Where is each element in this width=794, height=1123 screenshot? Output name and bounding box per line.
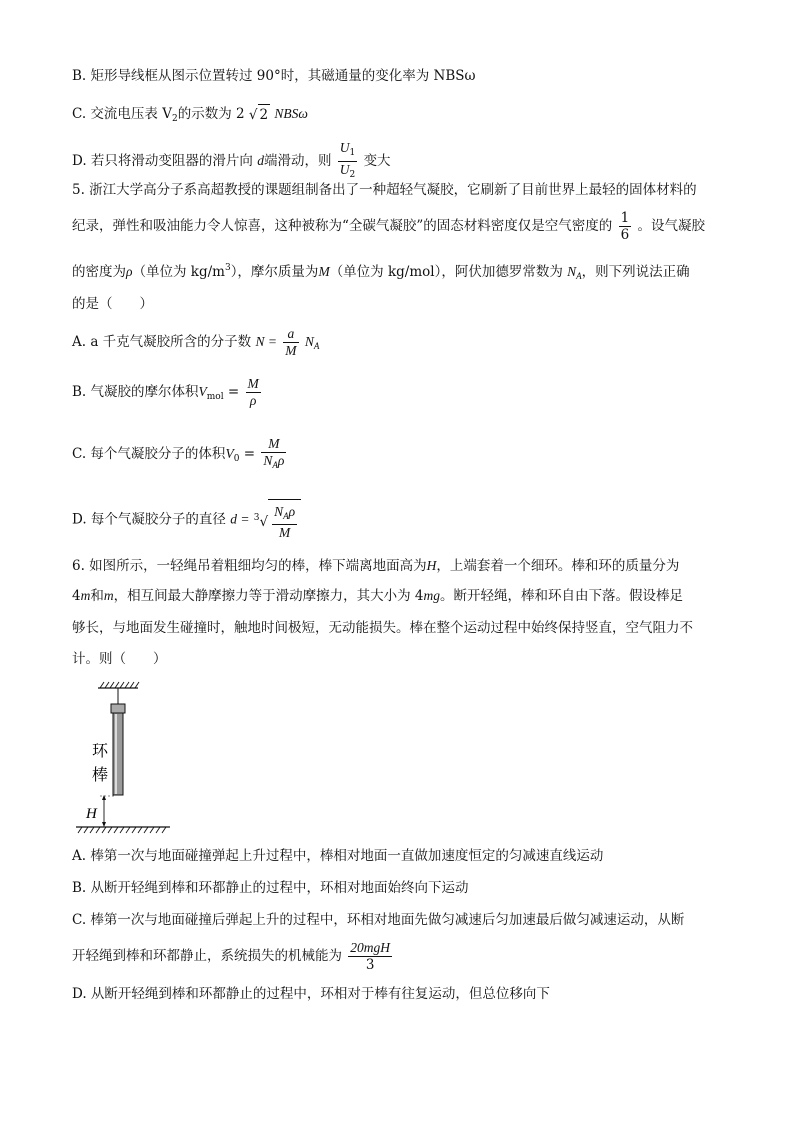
q5-frac-den: 6 bbox=[620, 227, 630, 243]
q6-option-c-line2 bbox=[72, 936, 394, 976]
q6-l2-m2: m bbox=[103, 588, 114, 603]
q5-b-lhs: V bbox=[198, 384, 207, 399]
q4-d-den-sub: 2 bbox=[349, 170, 356, 180]
q4-c-prefix: C. 交流电压表 V bbox=[72, 106, 172, 122]
q5-l3-m: M bbox=[318, 264, 330, 279]
q4-d-fraction bbox=[338, 140, 357, 183]
q5-a-text: A. a 千克气凝胶所含的分子数 bbox=[72, 334, 252, 350]
q5-b-den: ρ bbox=[246, 392, 261, 409]
q6-c-text: 开轻绳到棒和环都静止，系统损失的机械能为 bbox=[72, 948, 342, 964]
q5-c-den-sub: A bbox=[272, 460, 278, 470]
q5-line2-prefix: 纪录，弹性和吸油能力令人惊喜，这种被称为“全碳气凝胶”的固态材料密度仅是空气密度的 bbox=[72, 218, 613, 234]
q5-d-lhs: d = bbox=[230, 511, 250, 527]
q6-l2-c: ，相互间最大静摩擦力等于滑动摩擦力，其大小为 4 bbox=[113, 588, 424, 604]
label-ring: 环 bbox=[92, 741, 109, 760]
q5-c-lhs-sub: 0 bbox=[233, 454, 240, 464]
q6-option-a: A. 棒第一次与地面碰撞弹起上升过程中，棒相对地面一直做加速度恒定的匀减速直线运动 bbox=[72, 848, 604, 864]
q5-c-eq: = bbox=[243, 446, 256, 462]
q5-d-num-sub: A bbox=[283, 511, 289, 521]
q6-l2-d: 。断开轻绳，棒和环自由下落。假设棒足 bbox=[439, 588, 683, 604]
q5-d-fraction bbox=[272, 504, 297, 541]
q4-d-var: d bbox=[257, 153, 264, 168]
q4-option-b: B. 矩形导线框从图示位置转过 90°时，其磁通量的变化率为 NBSω bbox=[72, 68, 476, 84]
q5-c-den: N bbox=[263, 453, 273, 468]
q6-l2-m1: m bbox=[80, 588, 91, 603]
q5-l3-e: ，则下列说法正确 bbox=[581, 264, 690, 280]
q5-l3-rho: ρ bbox=[126, 264, 133, 279]
q6-c-fraction bbox=[348, 940, 392, 973]
q5-density-fraction bbox=[619, 210, 632, 243]
q6-option-b: B. 从断开轻绳到棒和环都静止的过程中，环相对地面始终向下运动 bbox=[72, 880, 469, 896]
q4-c-mid: 的示数为 2 bbox=[177, 106, 245, 122]
q6-stem-line3: 够长，与地面发生碰撞时，触地时间极短，无动能损失。棒在整个运动过程中始终保持竖直，空气阻力不 bbox=[72, 620, 693, 636]
q5-option-d bbox=[72, 496, 301, 544]
q5-c-lhs: V bbox=[225, 446, 234, 461]
q5-b-text: B. 气凝胶的摩尔体积 bbox=[72, 384, 199, 400]
q6-c-den: 3 bbox=[348, 956, 392, 973]
q6-l1-b: ，上端套着一个细环。棒和环的质量分为 bbox=[436, 558, 680, 574]
q5-stem-line1: 5. 浙江大学高分子系高超教授的课题组制备出了一种超轻气凝胶，它刷新了目前世界上最轻的固体材料的 bbox=[72, 182, 697, 198]
q5-b-num: M bbox=[247, 376, 259, 391]
q5-b-eq: = bbox=[227, 384, 240, 400]
q4-c-sqrt: √ 2 bbox=[249, 104, 270, 125]
ceiling-hatch bbox=[100, 682, 139, 688]
rod-ring-diagram bbox=[72, 680, 182, 840]
ground-hatch bbox=[78, 827, 166, 833]
q5-stem-line3 bbox=[72, 258, 690, 286]
q5-c-fraction bbox=[261, 436, 286, 473]
q6-stem-line2 bbox=[72, 586, 683, 606]
q5-d-num: N bbox=[274, 504, 284, 519]
q5-a-rhs-sub: A bbox=[313, 341, 320, 351]
q5-d-den: M bbox=[272, 524, 297, 541]
q5-a-den: M bbox=[285, 343, 297, 358]
q4-d-prefix: D. 若只将滑动变阻器的滑片向 bbox=[72, 153, 253, 169]
q5-l3-na-sub: A bbox=[576, 271, 582, 281]
q4-d-num: U bbox=[339, 140, 350, 155]
q4-c-radicand: 2 bbox=[258, 104, 271, 125]
q5-d-num-rho: ρ bbox=[288, 504, 296, 519]
q4-d-den: U bbox=[339, 162, 350, 177]
q5-l3-d: （单位为 kg/mol），阿伏加德罗常数为 bbox=[329, 264, 563, 280]
q5-frac-num: 1 bbox=[620, 210, 630, 226]
q6-l2-b: 和 bbox=[90, 588, 104, 604]
q5-stem-line2 bbox=[72, 208, 705, 244]
q4-d-num-sub: 1 bbox=[349, 148, 356, 158]
q5-b-lhs-sub: mol bbox=[206, 392, 224, 402]
q6-stem-line4: 计。则（ ） bbox=[72, 651, 167, 667]
q6-c-num: 20mgH bbox=[350, 940, 391, 955]
q5-d-cuberoot: $^3$√ $\frac{N_A\rho}{M}$ bbox=[254, 496, 301, 544]
q5-option-b bbox=[72, 372, 263, 417]
q4-d-mid: 端滑动，则 bbox=[263, 153, 332, 169]
q5-l3-c: ），摩尔质量为 bbox=[230, 264, 319, 280]
q5-option-c bbox=[72, 434, 288, 479]
q5-a-num: a bbox=[287, 326, 295, 341]
q5-option-a bbox=[72, 322, 319, 366]
label-rod: 棒 bbox=[92, 765, 109, 784]
q6-l2-mg: mg bbox=[423, 588, 440, 603]
rod bbox=[113, 713, 123, 795]
q5-c-num: M bbox=[268, 436, 280, 451]
q5-a-lhs: N = bbox=[255, 334, 277, 349]
h-arrow-head-down bbox=[102, 822, 106, 827]
q4-d-suffix: 变大 bbox=[363, 153, 391, 169]
q6-option-d: D. 从断开轻绳到棒和环都静止的过程中，环相对于棒有往复运动，但总位移向下 bbox=[72, 986, 550, 1002]
q5-a-fraction bbox=[283, 326, 298, 359]
q4-option-c bbox=[72, 104, 308, 129]
q6-l1-a: 6. 如图所示，一轻绳吊着粗细均匀的棒，棒下端离地面高为 bbox=[72, 558, 427, 574]
q6-stem-line1 bbox=[72, 556, 679, 576]
ring bbox=[111, 704, 125, 713]
label-h: H bbox=[86, 806, 97, 822]
q6-l1-h: H bbox=[426, 558, 437, 573]
q5-l3-a: 的密度为 bbox=[72, 264, 126, 280]
rod-ring-figure bbox=[72, 680, 182, 840]
q5-b-fraction bbox=[246, 376, 261, 409]
q5-line2-suffix: 。设气凝胶 bbox=[637, 218, 705, 234]
q6-option-c-line1: C. 棒第一次与地面碰撞后弹起上升的过程中，环相对地面先做匀减速后匀加速最后做匀减速运动，从断 bbox=[72, 912, 685, 928]
q5-c-text: C. 每个气凝胶分子的体积 bbox=[72, 446, 226, 462]
q5-l3-sup: 3 bbox=[224, 263, 231, 273]
q5-d-root-index: 3 bbox=[253, 513, 260, 523]
q5-stem-line4: 的是（ ） bbox=[72, 296, 153, 312]
q5-l3-b: （单位为 kg/m bbox=[132, 264, 225, 280]
q4-c-sub: 2 bbox=[171, 114, 178, 124]
q4-option-d bbox=[72, 140, 391, 183]
q4-c-suffix: NBSω bbox=[274, 106, 308, 121]
q5-a-rhs: N bbox=[304, 334, 314, 349]
q6-l2-a: 4 bbox=[72, 588, 81, 604]
q5-c-den-rho: ρ bbox=[277, 453, 285, 468]
q5-d-text: D. 每个气凝胶分子的直径 bbox=[72, 511, 226, 528]
q5-l3-na: N bbox=[567, 264, 577, 279]
